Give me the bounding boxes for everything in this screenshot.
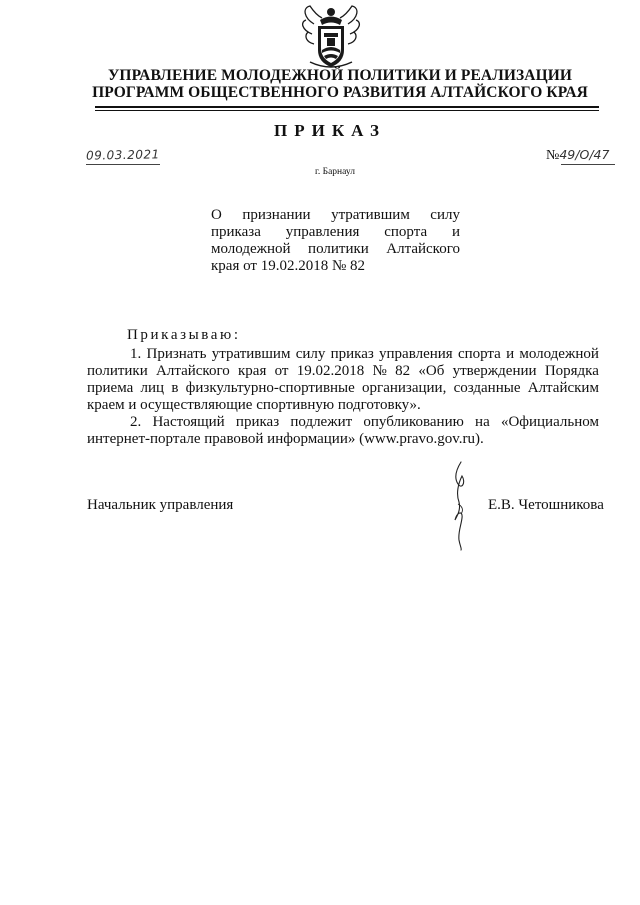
header-divider-thick [95,106,599,108]
organization-name [60,67,620,101]
document-number [546,147,609,164]
word: Признать [146,346,207,362]
word: 1. [130,346,142,362]
word: 82 [395,363,411,379]
word: приказ [235,414,280,430]
handwritten-date: 09.03.2021 [85,147,160,163]
word: признании [242,207,311,223]
word: Алтайским [527,380,599,396]
signer-name: Е.В. Четошникова [488,497,604,513]
word: созданные [453,380,521,396]
word: опубликованию [363,414,464,430]
item-2-line-1 [87,414,599,431]
document-type-title: ПРИКАЗ [274,121,386,140]
word: Порядка [544,363,599,379]
word: «Об [418,363,445,379]
word: политики [308,241,369,257]
word: политики [87,363,148,379]
subject-line-4: края от 19.02.2018 № 82 [211,258,366,274]
signer-position: Начальник управления [87,497,234,513]
word: утратившим [211,346,291,362]
subject-line-3 [211,241,460,258]
word: Алтайского [156,363,230,379]
item-1-line-1 [87,346,599,363]
number-underline [561,164,615,165]
word: силу [430,207,460,223]
word: управления [285,224,360,240]
order-item-1 [87,346,599,414]
word: спорта [457,346,501,362]
word: подлежит [290,414,353,430]
word: силу [295,346,326,362]
altai-krai-coat-of-arms-icon [300,4,362,70]
org-name-line-1: УПРАВЛЕНИЕ МОЛОДЕЖНОЙ ПОЛИТИКИ И РЕАЛИЗАЦИИ [107,67,573,84]
handwritten-number: 49/О/47 [559,147,610,162]
word: утверждении [452,363,537,379]
subject-line-1 [211,207,460,224]
word: управления [379,346,453,362]
handwritten-signature-icon [448,460,474,552]
word: приема [87,380,134,396]
item-2-line-2: интернет-портале правовой информации» (www.pravo.gov.ru). [87,431,484,447]
word: и [506,346,515,362]
header-divider-thin [95,110,599,111]
item-1-line-4: краем и осуществляющие спортивную подготовку». [87,397,421,413]
word: в [171,380,179,396]
word: от [274,363,289,379]
order-subject [211,207,460,275]
word: лиц [140,380,165,396]
word: спорта [384,224,428,240]
word: О [211,207,222,223]
city-location: г. Барнаул [315,167,355,177]
word: 2. [130,414,142,430]
word: молодежной [211,241,291,257]
subject-line-2 [211,224,460,241]
word: организации, [362,380,447,396]
order-item-2 [87,414,599,448]
word: молодежной [519,346,599,362]
word: Алтайского [386,241,460,257]
word: и [451,224,460,240]
word: приказа [211,224,261,240]
item-1-line-3 [87,380,599,397]
word: края [238,363,267,379]
word: «Официальном [500,414,599,430]
word: на [475,414,490,430]
word: Настоящий [152,414,225,430]
word: 19.02.2018 [296,363,365,379]
word: физкультурно-спортивные [185,380,355,396]
word: № [372,363,387,379]
date-underline [86,164,160,165]
order-intro: Приказываю: [127,327,241,343]
item-1-line-2 [87,363,599,380]
word: приказ [330,346,374,362]
org-name-line-2: ПРОГРАММ ОБЩЕСТВЕННОГО РАЗВИТИЯ АЛТАЙСКОГО КРАЯ [92,84,588,101]
word: утратившим [331,207,410,223]
number-sign: № [546,148,560,163]
